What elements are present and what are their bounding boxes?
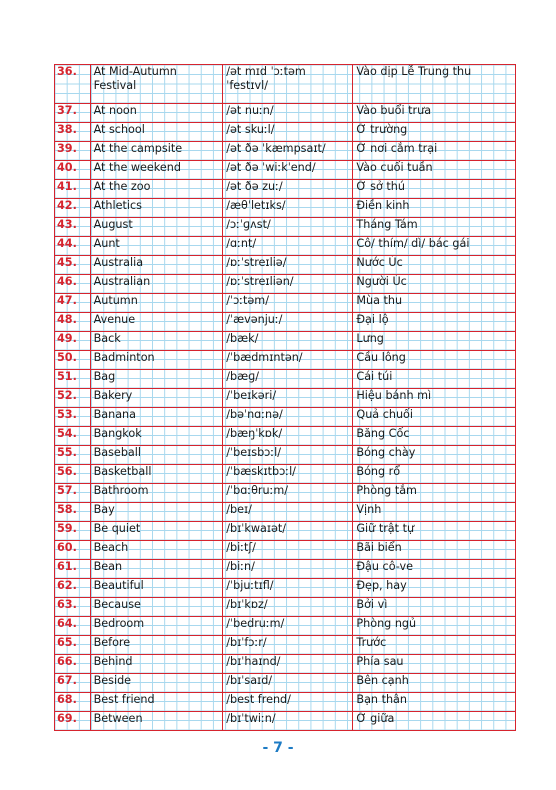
row-number: 49. (55, 331, 91, 350)
vietnamese-meaning: Bởi vì (353, 597, 516, 616)
vietnamese-meaning: Đại lộ (353, 312, 516, 331)
pronunciation: /ˈbæskɪtbɔːl/ (223, 464, 353, 483)
table-row (55, 711, 516, 730)
vietnamese-meaning: Vào cuối tuần (353, 160, 516, 179)
pronunciation: /ˈævənjuː/ (223, 312, 353, 331)
row-number: 48. (55, 312, 91, 331)
pronunciation: /bɪˈsaɪd/ (223, 673, 353, 692)
page-number: - 7 - (262, 740, 294, 756)
pronunciation: /ˈbeɪkəri/ (223, 388, 353, 407)
vietnamese-meaning: Phòng ngủ (353, 616, 516, 635)
row-number: 40. (55, 160, 91, 179)
row-number: 42. (55, 198, 91, 217)
english-word: Beach (90, 540, 223, 559)
pronunciation: /ˈbædmɪntən/ (223, 350, 353, 369)
vietnamese-meaning: Tháng Tám (353, 217, 516, 236)
row-number: 44. (55, 236, 91, 255)
table-row (55, 293, 516, 312)
row-number: 39. (55, 141, 91, 160)
row-number: 57. (55, 483, 91, 502)
pronunciation: /ət skuːl/ (223, 122, 353, 141)
table-row (55, 217, 516, 236)
vietnamese-meaning: Bãi biển (353, 540, 516, 559)
pronunciation: /ˈbjuːtɪfl/ (223, 578, 353, 597)
table-row (55, 673, 516, 692)
pronunciation: /biːn/ (223, 559, 353, 578)
table-row (55, 540, 516, 559)
pronunciation: /bəˈnɑːnə/ (223, 407, 353, 426)
vietnamese-meaning: Ở sở thú (353, 179, 516, 198)
english-word: Australia (90, 255, 223, 274)
pronunciation: /bæk/ (223, 331, 353, 350)
row-number: 65. (55, 635, 91, 654)
english-word: Aunt (90, 236, 223, 255)
table-row (55, 122, 516, 141)
vietnamese-meaning: Bóng chày (353, 445, 516, 464)
row-number: 55. (55, 445, 91, 464)
vietnamese-meaning: Giữ trật tự (353, 521, 516, 540)
vietnamese-meaning: Hiệu bánh mì (353, 388, 516, 407)
row-number: 54. (55, 426, 91, 445)
english-word: Australian (90, 274, 223, 293)
english-word: Bean (90, 559, 223, 578)
english-word: Basketball (90, 464, 223, 483)
english-word: Bakery (90, 388, 223, 407)
vocabulary-table (54, 64, 516, 731)
vietnamese-meaning: Phía sau (353, 654, 516, 673)
row-number: 64. (55, 616, 91, 635)
vietnamese-meaning: Bạn thân (353, 692, 516, 711)
table-row (55, 198, 516, 217)
english-word: Because (90, 597, 223, 616)
pronunciation: /ət ðə ˈwiːkˈend/ (223, 160, 353, 179)
english-word: Bag (90, 369, 223, 388)
table-row (55, 141, 516, 160)
english-word: Avenue (90, 312, 223, 331)
pronunciation: /ɑːnt/ (223, 236, 353, 255)
pronunciation: /ɔːˈɡʌst/ (223, 217, 353, 236)
table-row (55, 255, 516, 274)
row-number: 62. (55, 578, 91, 597)
vietnamese-meaning: Đẹp, hay (353, 578, 516, 597)
table-row (55, 597, 516, 616)
english-word: At school (90, 122, 223, 141)
vietnamese-meaning: Cô/ thím/ dì/ bác gái (353, 236, 516, 255)
table-row (55, 103, 516, 122)
table-row (55, 578, 516, 597)
table-row (55, 160, 516, 179)
pronunciation: /best frend/ (223, 692, 353, 711)
table-row (55, 312, 516, 331)
vietnamese-meaning: Trước (353, 635, 516, 654)
vietnamese-meaning: Điền kinh (353, 198, 516, 217)
vietnamese-meaning: Ở nơi cắm trại (353, 141, 516, 160)
table-row (55, 483, 516, 502)
pronunciation: /ˈɔːtəm/ (223, 293, 353, 312)
table-row (55, 407, 516, 426)
row-number: 66. (55, 654, 91, 673)
row-number: 43. (55, 217, 91, 236)
table-row (55, 65, 516, 104)
row-number: 47. (55, 293, 91, 312)
pronunciation: /ət nuːn/ (223, 103, 353, 122)
pronunciation: /bɪˈkɒz/ (223, 597, 353, 616)
vietnamese-meaning: Ở trường (353, 122, 516, 141)
pronunciation: /ˈbedruːm/ (223, 616, 353, 635)
table-row (55, 388, 516, 407)
english-word: Bedroom (90, 616, 223, 635)
english-word: At noon (90, 103, 223, 122)
row-number: 38. (55, 122, 91, 141)
english-word: Beautiful (90, 578, 223, 597)
vietnamese-meaning: Mùa thu (353, 293, 516, 312)
english-word: Bangkok (90, 426, 223, 445)
pronunciation: /biːtʃ/ (223, 540, 353, 559)
pronunciation: /bɪˈtwiːn/ (223, 711, 353, 730)
row-number: 51. (55, 369, 91, 388)
row-number: 46. (55, 274, 91, 293)
english-word: At the campsite (90, 141, 223, 160)
row-number: 63. (55, 597, 91, 616)
vietnamese-meaning: Đậu cô-ve (353, 559, 516, 578)
table-row (55, 692, 516, 711)
table-row (55, 464, 516, 483)
english-word: Banana (90, 407, 223, 426)
english-word: At the zoo (90, 179, 223, 198)
table-row (55, 616, 516, 635)
english-word: Back (90, 331, 223, 350)
row-number: 37. (55, 103, 91, 122)
vietnamese-meaning: Vịnh (353, 502, 516, 521)
table-row (55, 350, 516, 369)
pronunciation: /ɒːˈstreɪliən/ (223, 274, 353, 293)
row-number: 58. (55, 502, 91, 521)
row-number: 52. (55, 388, 91, 407)
english-word: Between (90, 711, 223, 730)
english-word: Best friend (90, 692, 223, 711)
english-word: Before (90, 635, 223, 654)
table-row (55, 559, 516, 578)
pronunciation: /ɒːˈstreɪliə/ (223, 255, 353, 274)
vietnamese-meaning: Vào dịp Lễ Trung thu (353, 65, 516, 104)
pronunciation: /bæŋˈkɒk/ (223, 426, 353, 445)
english-word: Be quiet (90, 521, 223, 540)
row-number: 60. (55, 540, 91, 559)
table-row (55, 635, 516, 654)
row-number: 45. (55, 255, 91, 274)
pronunciation: /æθˈletɪks/ (223, 198, 353, 217)
english-word: Bay (90, 502, 223, 521)
table-row (55, 274, 516, 293)
table-row (55, 445, 516, 464)
vietnamese-meaning: Cầu lông (353, 350, 516, 369)
vietnamese-meaning: Người Úc (353, 274, 516, 293)
vietnamese-meaning: Bên cạnh (353, 673, 516, 692)
vietnamese-meaning: Lưng (353, 331, 516, 350)
pronunciation: /ˈbɑːθruːm/ (223, 483, 353, 502)
vietnamese-meaning: Quả chuối (353, 407, 516, 426)
pronunciation: /ˈbeɪsbɔːl/ (223, 445, 353, 464)
pronunciation: /ət ðə zuː/ (223, 179, 353, 198)
english-word: Autumn (90, 293, 223, 312)
english-word: Behind (90, 654, 223, 673)
vocabulary-table-body (55, 65, 516, 731)
english-word: At Mid-Autumn Festival (90, 65, 223, 104)
pronunciation: /bæɡ/ (223, 369, 353, 388)
table-row (55, 426, 516, 445)
row-number: 50. (55, 350, 91, 369)
vietnamese-meaning: Phòng tắm (353, 483, 516, 502)
vietnamese-meaning: Bóng rổ (353, 464, 516, 483)
pronunciation: /ət ðə ˈkæmpsaɪt/ (223, 141, 353, 160)
table-row (55, 236, 516, 255)
row-number: 68. (55, 692, 91, 711)
row-number: 53. (55, 407, 91, 426)
table-row (55, 179, 516, 198)
row-number: 67. (55, 673, 91, 692)
vietnamese-meaning: Băng Cốc (353, 426, 516, 445)
pronunciation: /beɪ/ (223, 502, 353, 521)
row-number: 69. (55, 711, 91, 730)
vietnamese-meaning: Nước Úc (353, 255, 516, 274)
table-row (55, 502, 516, 521)
row-number: 36. (55, 65, 91, 104)
table-row (55, 521, 516, 540)
table-row (55, 369, 516, 388)
english-word: Baseball (90, 445, 223, 464)
pronunciation: /ət mɪd ˈɔːtəm ˈfestɪvl/ (223, 65, 353, 104)
row-number: 41. (55, 179, 91, 198)
english-word: Bathroom (90, 483, 223, 502)
pronunciation: /bɪˈfɔːr/ (223, 635, 353, 654)
vietnamese-meaning: Ở giữa (353, 711, 516, 730)
row-number: 59. (55, 521, 91, 540)
pronunciation: /bɪˈhaɪnd/ (223, 654, 353, 673)
table-row (55, 331, 516, 350)
pronunciation: /bɪˈkwaɪət/ (223, 521, 353, 540)
row-number: 61. (55, 559, 91, 578)
table-row (55, 654, 516, 673)
vietnamese-meaning: Cái túi (353, 369, 516, 388)
row-number: 56. (55, 464, 91, 483)
english-word: At the weekend (90, 160, 223, 179)
english-word: Athletics (90, 198, 223, 217)
english-word: August (90, 217, 223, 236)
english-word: Beside (90, 673, 223, 692)
english-word: Badminton (90, 350, 223, 369)
vietnamese-meaning: Vào buổi trưa (353, 103, 516, 122)
